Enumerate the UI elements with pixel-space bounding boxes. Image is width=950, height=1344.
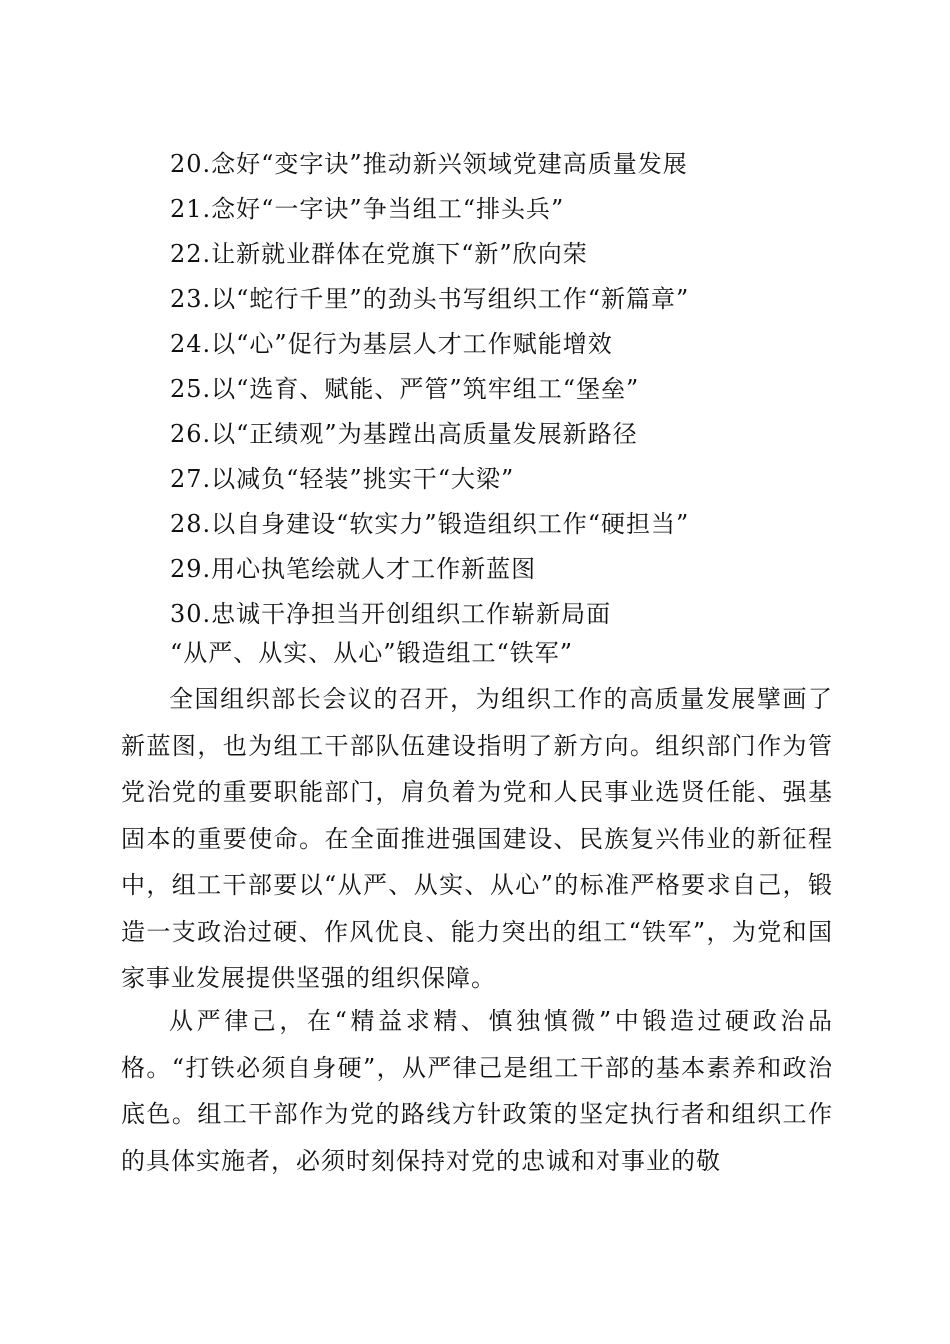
list-item: 30.忠诚干净担当开创组织工作崭新局面 bbox=[170, 600, 612, 628]
article-title: “从严、从实、从心”锻造组工“铁军” bbox=[170, 639, 574, 667]
list-item: 20.念好“变字诀”推动新兴领域党建高质量发展 bbox=[170, 150, 688, 178]
list-item: 23.以“蛇行千里”的劲头书写组织工作“新篇章” bbox=[170, 285, 690, 313]
body-paragraph: 从严律己，在“精益求精、慎独慎微”中锻造过硬政治品格。“打铁必须自身硬”，从严律己是组工干部的基本素养和政治底色。组工干部作为党的路线方针政策的坚定执行者和组织工作的具体实施者，必须时刻保持对党的忠诚和对事业的敬 bbox=[121, 1007, 833, 1175]
list-item: 27.以减负“轻装”挑实干“大梁” bbox=[170, 465, 515, 493]
list-item: 25.以“选育、赋能、严管”筑牢组工“堡垒” bbox=[170, 375, 640, 403]
list-item: 24.以“心”促行为基层人才工作赋能增效 bbox=[170, 330, 613, 358]
list-item: 28.以自身建设“软实力”锻造组织工作“硬担当” bbox=[170, 510, 690, 538]
list-item: 21.念好“一字诀”争当组工“排头兵” bbox=[170, 195, 565, 223]
body-paragraph: 全国组织部长会议的召开，为组织工作的高质量发展擘画了新蓝图，也为组工干部队伍建设指明了新方向。组织部门作为管党治党的重要职能部门，肩负着为党和人民事业选贤任能、强基固本的重要使命。在全面推进强国建设、民族复兴伟业的新征程中，组工干部要以“从严、从实、从心”的标准严格要求自己，锻造一支政治过硬、作风优良、能力突出的组工“铁军”，为党和国家事业发展提供坚强的组织保障。 bbox=[121, 685, 833, 992]
list-item: 22.让新就业群体在党旗下“新”欣向荣 bbox=[170, 240, 588, 268]
list-item: 26.以“正绩观”为基蹚出高质量发展新路径 bbox=[170, 420, 638, 448]
title-list bbox=[170, 142, 890, 637]
list-item: 29.用心执笔绘就人才工作新蓝图 bbox=[170, 555, 537, 583]
